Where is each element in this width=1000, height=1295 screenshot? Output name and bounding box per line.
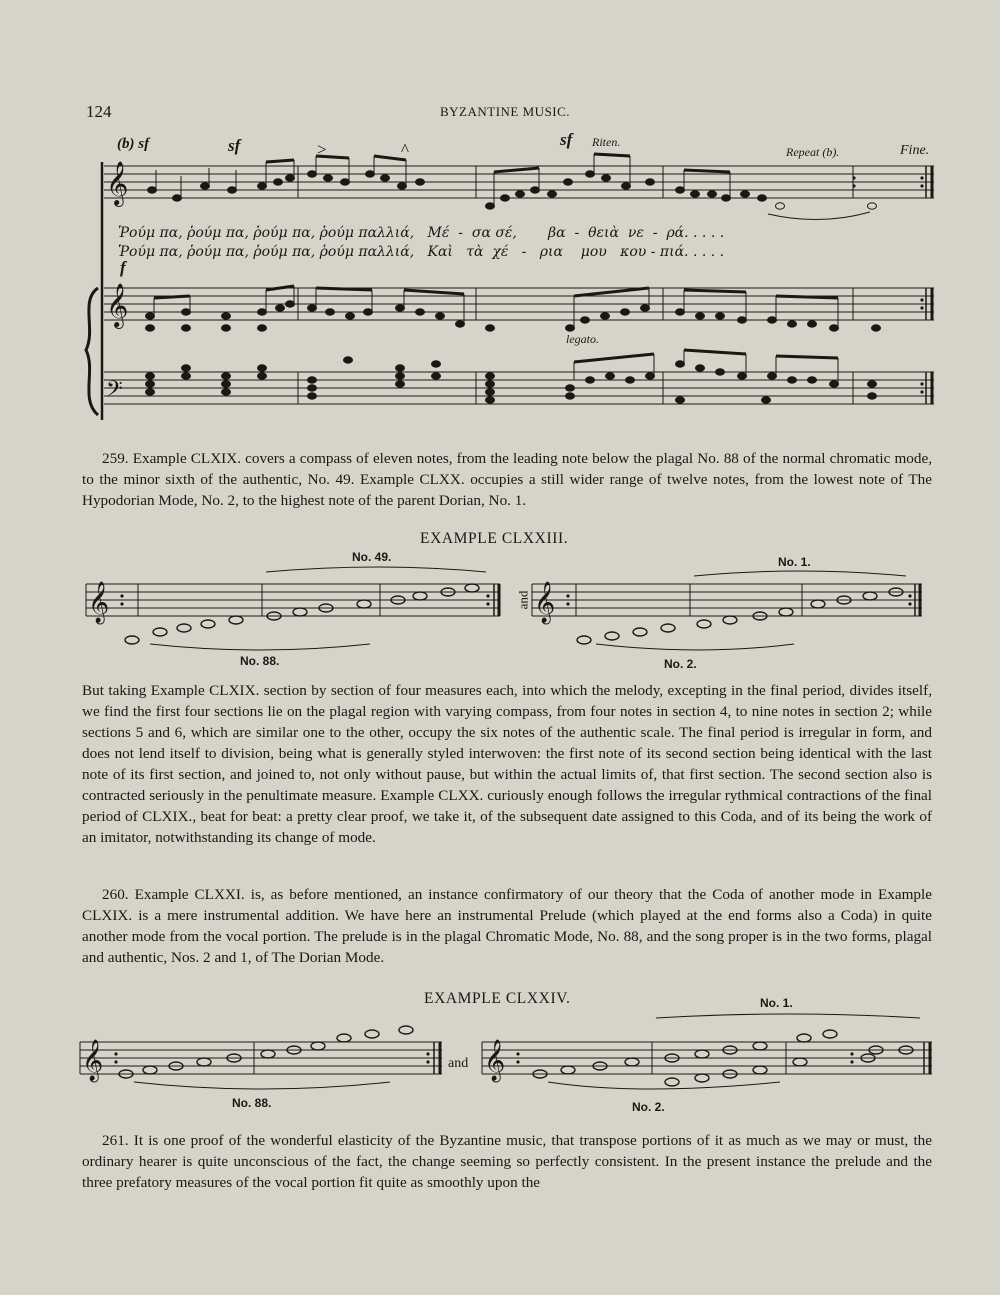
clxxiii-staff-right [532, 571, 922, 650]
paragraph-261 [82, 1130, 932, 1193]
label-no-88: No. 88. [240, 654, 280, 668]
marking-b-sf: (b) sf [117, 136, 150, 152]
paragraph-main-text: But taking Example CLXIX. section by section of four measures each, into which the melody, excepting in the final period, divides itself, we find the first four sections lie on the plagal region with varying compass, from four notes in section 4, to nine notes in section 2; while sections 5 and 6, which are similar one to the other, occupy the six notes of the authentic scale. The final period is irregular in form, and does not lend itself to division, being what is generally styled interwoven: the first note of its second section being identical with the last note of its first section, and joined to, not only without pause, but within the actual limits of, that first section. The second section also is contracted seriously in the penultimate measure. Example CLXX. curiously enough follows the irregular rythmical contractions of the final period of CLXIX., beat for beat: a pretty clear proof, we take it, of the subsequent date assigned to this Coda, and of its being the work of an imitator, notwithstanding its change of mode. [82, 682, 932, 846]
label-no-2: No. 2. [664, 657, 697, 671]
label-no-1: No. 1. [760, 996, 793, 1010]
clxxiv-staff-left [80, 1026, 442, 1089]
clxxiv-staff-right [482, 1014, 932, 1089]
voice-notes [148, 154, 924, 220]
example-clxxiv-staves [0, 1010, 1000, 1110]
marking-riten: Riten. [592, 135, 621, 149]
marking-forte: f [120, 258, 126, 277]
paragraph-260 [82, 884, 932, 968]
score-top-staves [0, 150, 1000, 450]
svg-text:𝄞: 𝄞 [484, 1040, 506, 1081]
marking-repeat: Repeat (b). [786, 145, 840, 159]
paragraph-260-text: 260. Example CLXXI. is, as before mentioned, an instance confirmatory of our theory that the Coda of another mode in Example CLXIX. is a mere instrumental addition. We have here an instrumental Prelude (which played at the end forms also a Coda) in quite another mode from the vocal portion. The prelude is in the plagal Chromatic Mode, No. 88, and the song proper is in the two forms, plagal and authentic, Nos. 2 and 1, of The Dorian Mode. [82, 886, 932, 966]
svg-text:𝄞: 𝄞 [106, 161, 129, 205]
label-no-2: No. 2. [632, 1100, 665, 1114]
marking-fine: Fine. [900, 143, 930, 158]
svg-text:𝄢: 𝄢 [106, 377, 123, 407]
svg-text:𝄞: 𝄞 [88, 582, 110, 623]
voice-staff [104, 161, 934, 207]
label-and: and [448, 1056, 469, 1071]
svg-text:𝄞: 𝄞 [82, 1040, 104, 1081]
page-number: 124 [86, 102, 112, 121]
marking-legato: legato. [566, 332, 599, 346]
example-clxxiii-staves [0, 560, 1000, 670]
clxxiii-staff-left [86, 567, 500, 650]
lyrics-verse-1: Ῥούμ πα, ῥούμ πα, ῥούμ πα, ῥούμ παλλιά, Μέ - σα σέ, βα - θειὰ νε - ρά. . . . . [118, 225, 725, 241]
paragraph-main [82, 680, 932, 848]
marking-sf: sf [228, 136, 241, 155]
example-clxxiii-title: EXAMPLE CLXXIII. [420, 530, 569, 547]
running-title: BYZANTINE MUSIC. [440, 104, 571, 119]
piano-bass-notes [146, 350, 924, 403]
lyrics-verse-2: Ῥούμ πα, ῥούμ πα, ῥούμ πα, ῥούμ παλλιά, Καὶ τὰ χέ - ρια μου κου - πιά. . . . . [118, 244, 725, 260]
accent-mark: > [317, 140, 327, 159]
running-head [0, 102, 1000, 126]
marking-sf-riten: sf [560, 130, 573, 149]
label-and: and [515, 590, 531, 610]
piano-treble-notes [146, 286, 924, 331]
svg-text:𝄞: 𝄞 [106, 283, 129, 327]
paragraph-259-text: 259. Example CLXIX. covers a compass of eleven notes, from the leading note below the plagal No. 88 of the normal chromatic mode, to the minor sixth of the authentic, No. 49. Example CLXX. occupies a still wider range of twelve notes, from the lowest note of The Hypodorian Mode, No. 2, to the highest note of the parent Dorian, No. 1. [82, 450, 932, 509]
label-no-88: No. 88. [232, 1096, 272, 1110]
label-no-1: No. 1. [778, 555, 811, 569]
svg-text:𝄞: 𝄞 [534, 582, 556, 623]
example-clxxiv-title: EXAMPLE CLXXIV. [424, 990, 571, 1007]
label-no-49: No. 49. [352, 550, 392, 564]
paragraph-261-text: 261. It is one proof of the wonderful elasticity of the Byzantine music, that transpose portions of it as much as we may or must, the ordinary hearer is quite unconscious of the fact, the change seeming so perfectly consistent. In the present instance the prelude and the three prefatory measures of the vocal portion fit quite as smoothly upon the [82, 1132, 932, 1191]
marcato-mark: ^ [401, 140, 409, 159]
paragraph-259 [82, 448, 932, 511]
